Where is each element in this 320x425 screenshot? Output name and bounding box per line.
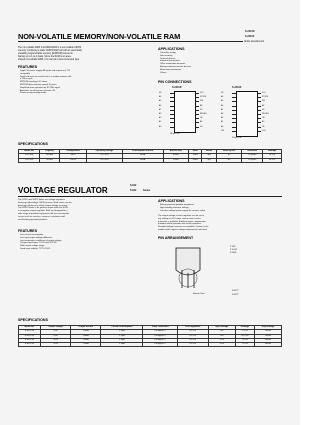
regulator-spec-table bbox=[18, 325, 282, 347]
application-item: Others bbox=[160, 71, 167, 74]
application-item: Data memory bbox=[160, 54, 173, 57]
table-cell: S-2210R bbox=[19, 154, 40, 158]
desc-line: Standard voltage versions are available. Contact us for bbox=[158, 226, 209, 229]
pin-connections-heading: PIN CONNECTIONS bbox=[158, 80, 192, 84]
table-header-cell: Temp. coefficient bbox=[143, 326, 177, 330]
pin-stub bbox=[170, 122, 174, 123]
regulator-applications-list bbox=[160, 204, 285, 212]
pin-stub bbox=[170, 127, 174, 128]
table-cell: SOT-89 bbox=[235, 334, 254, 338]
pin-label: WE bbox=[200, 100, 203, 103]
table-cell: ±100ppm/°C bbox=[143, 334, 177, 338]
pin-stub bbox=[257, 131, 261, 132]
table-cell: 0.1%/V bbox=[177, 334, 208, 338]
pin-stub bbox=[170, 106, 174, 107]
table-cell: 5.0V bbox=[40, 334, 70, 338]
pin-stub bbox=[195, 101, 199, 102]
table-cell: -16V bbox=[208, 343, 235, 347]
package-body-outline bbox=[176, 248, 200, 275]
pin-stub bbox=[257, 106, 261, 107]
regulator-desc-right bbox=[158, 215, 284, 232]
pin-stub bbox=[232, 118, 236, 119]
bottom-view-label: Bottom View bbox=[193, 293, 205, 295]
chip-b-package: 20-pin DIP bbox=[232, 137, 242, 139]
table-header-cell: Package bbox=[263, 150, 282, 154]
pin-label: I/O4 bbox=[262, 129, 266, 132]
pin-stub bbox=[170, 110, 174, 111]
application-item: Controller setting bbox=[160, 52, 176, 54]
pin-stub bbox=[257, 127, 261, 128]
table-cell: 5V ±10% bbox=[87, 158, 122, 162]
feature-item: Compact packages: TO-92 and SOT-89 bbox=[20, 242, 57, 245]
table-header-cell: Input voltage bbox=[208, 326, 235, 330]
table-cell: 1.5μA bbox=[101, 343, 143, 347]
pin-stub bbox=[257, 97, 261, 98]
pin-label: VCC bbox=[200, 92, 204, 94]
feature-item: E²PROM rewritings 10⁴ times bbox=[20, 81, 48, 84]
regulator-title: VOLTAGE REGULATOR bbox=[18, 186, 108, 195]
pin-stub bbox=[232, 106, 236, 107]
chip-b-label: S-2211R bbox=[232, 86, 242, 89]
table-cell: 64×4 bbox=[59, 154, 87, 158]
memory-spec-table bbox=[18, 149, 282, 163]
table-cell: 16V bbox=[208, 330, 235, 334]
feature-item: E²PROM data retention period 10 years bbox=[20, 83, 57, 86]
table-cell: -5.0V bbox=[40, 343, 70, 347]
pin-label: NC bbox=[159, 92, 162, 94]
pin-label: A2 bbox=[221, 117, 224, 120]
table-cell: 50mA bbox=[122, 154, 163, 158]
table-cell: S-822C50 bbox=[19, 343, 41, 347]
pin-stub bbox=[170, 101, 174, 102]
package-label-a: S-812** bbox=[232, 290, 240, 292]
pin-stub bbox=[195, 122, 199, 123]
table-cell: 10⁴ bbox=[216, 158, 241, 162]
pin-label: A4 bbox=[159, 96, 162, 99]
package-label-b: S-822** bbox=[232, 294, 240, 296]
table-cell: 200mV bbox=[255, 338, 282, 342]
pin-label: NC bbox=[200, 108, 203, 111]
table-cell: 256 bits bbox=[40, 154, 59, 158]
intro-line: memory combining a static CMOS RAM cell with an electrically bbox=[18, 50, 82, 52]
table-cell: 256×4 bbox=[59, 158, 87, 162]
table-header-cell: Operating voltage bbox=[87, 150, 122, 154]
regulator-part-b: S-822 bbox=[130, 189, 137, 192]
table-header-cell: Configuration bbox=[59, 150, 87, 154]
pin-label: STORE bbox=[200, 96, 207, 99]
pin-stub bbox=[232, 127, 236, 128]
regulator-desc-left bbox=[18, 199, 148, 221]
desc-line: protection is available. A built-in phase compensator bbox=[158, 220, 206, 223]
pin-label: A1 bbox=[159, 121, 162, 124]
table-cell: 250ns bbox=[163, 158, 188, 162]
specifications-heading: SPECIFICATIONS bbox=[18, 142, 48, 146]
table-header-cell: Current consumption bbox=[101, 326, 143, 330]
intro-line: erasable programmable memory (E²PROM) cell as its bbox=[18, 53, 73, 55]
table-cell: -3.0V bbox=[40, 338, 70, 342]
application-item: Battery maintenance-free devices bbox=[160, 65, 191, 68]
table-header-cell: Package bbox=[235, 326, 254, 330]
regulator-part-a: S-812 bbox=[130, 184, 137, 187]
table-cell: 25mA bbox=[71, 330, 101, 334]
table-header-cell: Consumption current bbox=[122, 150, 163, 154]
pin-stub bbox=[195, 93, 199, 94]
pin-stub bbox=[170, 93, 174, 94]
table-row bbox=[19, 343, 282, 347]
pin-label: A6 bbox=[159, 104, 162, 107]
table-cell: 10ms bbox=[188, 154, 201, 158]
pin-label: WE bbox=[262, 100, 265, 103]
desc-line: current such as watches, cameras, calculators and bbox=[18, 215, 65, 218]
pin-label: NC bbox=[221, 92, 224, 94]
pin-label: A7 bbox=[159, 108, 162, 111]
feature-item: Power-saving standby mode bbox=[20, 92, 47, 95]
table-header-cell: Store cycles bbox=[216, 150, 241, 154]
pin-item: 3 GND bbox=[230, 251, 237, 254]
table-cell: 25mA bbox=[71, 343, 101, 347]
feature-item: Good input stability: TYP 0.1%/V bbox=[20, 247, 51, 250]
table-header-cell: Retention bbox=[242, 150, 263, 154]
table-cell: ±100ppm/°C bbox=[143, 330, 177, 334]
pin-label: RECALL bbox=[262, 113, 269, 115]
regulator-series-label: Series bbox=[143, 189, 151, 192]
pin-label: STORE bbox=[262, 96, 269, 99]
pin-label: A3 bbox=[159, 113, 162, 115]
intro-line: backup on a 1-to-1 basis. Since the RAM is an area- bbox=[18, 56, 72, 58]
table-cell: TO-92 bbox=[235, 338, 254, 342]
pin-item: 2 VOUT bbox=[230, 248, 238, 251]
pin-list bbox=[230, 246, 238, 254]
applications-heading: APPLICATIONS bbox=[158, 47, 185, 51]
applications-list bbox=[160, 52, 285, 74]
pin-label: A9 bbox=[262, 121, 265, 124]
pin-stub bbox=[257, 101, 261, 102]
application-item: High-stability reference voltage bbox=[160, 206, 189, 209]
feature-item: Low temperature coefficient of output voltage bbox=[20, 239, 62, 242]
table-cell: 0.1%/V bbox=[177, 343, 208, 347]
memory-part-a: S-2210R bbox=[245, 30, 255, 33]
feature-item: Simplified store operation by STORE signal bbox=[20, 86, 60, 89]
pin-stub bbox=[170, 118, 174, 119]
application-item: Terminal devices bbox=[160, 57, 176, 60]
table-row bbox=[19, 158, 282, 162]
regulator-rule bbox=[18, 196, 282, 197]
table-cell: 20 DIP bbox=[263, 158, 282, 162]
pin-stub bbox=[257, 118, 261, 119]
pin-stub bbox=[195, 127, 199, 128]
pin-label: RECALL bbox=[200, 113, 207, 115]
regulator-features-heading: FEATURES bbox=[18, 229, 38, 233]
feature-item: compatible bbox=[20, 72, 31, 75]
feature-item: Read and write are carried out in a random manner with bbox=[20, 75, 72, 78]
feature-item: Single 5V power supply. All inputs and outputs are TTL bbox=[20, 70, 71, 72]
table-cell: 1.5μA bbox=[101, 334, 143, 338]
desc-line: The S-812 Series is for positive output while the S-822 bbox=[18, 207, 69, 210]
pin-label: CE bbox=[262, 125, 265, 128]
pin-stub bbox=[232, 110, 236, 111]
pin-label: NC bbox=[262, 108, 265, 111]
table-cell: 0.1%/V bbox=[177, 330, 208, 334]
pin-label: OE bbox=[262, 117, 265, 120]
development-note: Under development bbox=[244, 41, 265, 43]
desc-line: featuring high-voltage CMOS process. Both series use the bbox=[18, 201, 72, 204]
pin-label: A6 bbox=[221, 104, 224, 107]
application-item: Measuring instruments bbox=[160, 68, 182, 71]
table-header-cell: Capacity bbox=[40, 150, 59, 154]
pin-label: A5 bbox=[159, 100, 162, 103]
pin-stub bbox=[257, 110, 261, 111]
table-cell: 20mA bbox=[71, 338, 101, 342]
pin-stub bbox=[257, 93, 261, 94]
pin-label: A5 bbox=[221, 100, 224, 103]
pin-label: A0 bbox=[159, 125, 162, 128]
table-cell: 5μs bbox=[202, 158, 217, 162]
memory-part-b: S-2211R bbox=[245, 35, 255, 38]
table-cell: TO-92 bbox=[235, 343, 254, 347]
table-cell: 18 DIP bbox=[263, 154, 282, 158]
pin-stub bbox=[195, 110, 199, 111]
pin-label: CE bbox=[200, 125, 203, 128]
pin-stub bbox=[195, 114, 199, 115]
table-header-cell: Model No. bbox=[19, 326, 41, 330]
application-item: Industrial instruments bbox=[160, 60, 180, 63]
pin-stub bbox=[232, 101, 236, 102]
title-rule bbox=[18, 41, 243, 42]
pin-item: 1 VIN bbox=[230, 246, 236, 248]
pin-stub bbox=[195, 118, 199, 119]
pin-label: A9 bbox=[200, 121, 203, 124]
regulator-features-list bbox=[20, 234, 145, 251]
pin-label: A3 bbox=[221, 113, 224, 115]
pin-label: A1 bbox=[221, 121, 224, 124]
table-cell: TO-92 bbox=[235, 330, 254, 334]
intro-line: The non-volatile RAM S-2210R/2211R is a non-volatile CMOS bbox=[18, 47, 82, 49]
application-item: Constant voltage power supply for camera, video bbox=[160, 209, 206, 212]
table-cell: 10⁴ bbox=[216, 154, 241, 158]
table-cell: 0.1%/V bbox=[177, 338, 208, 342]
table-cell: S-822C30 bbox=[19, 338, 41, 342]
to92-package-drawing bbox=[160, 242, 222, 292]
regulator-applications-heading: APPLICATIONS bbox=[158, 199, 185, 203]
feature-item: Wide output voltage range bbox=[20, 245, 45, 248]
application-item: Office automation terminals bbox=[160, 63, 186, 66]
table-header-cell: Access time bbox=[163, 150, 188, 154]
table-cell: 150mV bbox=[255, 334, 282, 338]
pin-label: OE bbox=[200, 117, 203, 120]
pin-stub bbox=[257, 122, 261, 123]
pin-label: VCC bbox=[262, 92, 266, 94]
pin-stub bbox=[232, 93, 236, 94]
desc-line: The S-812 and S-822 Series are voltage regulators bbox=[18, 199, 66, 201]
intro-line: shared non-volatile RAM, it is used as a bus-connected type. bbox=[18, 59, 80, 61]
pin-stub bbox=[232, 97, 236, 98]
pin-label: A4 bbox=[221, 96, 224, 99]
pin-label: A8 bbox=[200, 104, 203, 107]
table-header-cell: Output voltage bbox=[40, 326, 70, 330]
table-cell: 10 years bbox=[242, 158, 263, 162]
desc-line: small battery-operated products. bbox=[18, 218, 48, 221]
table-cell: 1K bits bbox=[40, 158, 59, 162]
table-header-cell: Store bbox=[188, 150, 201, 154]
desc-line: models which require voltage requirements not listed. bbox=[158, 228, 208, 231]
pin-label: I/O1 bbox=[221, 129, 225, 132]
memory-title: NON-VOLATILE MEMORY/NON-VOLATILE RAM bbox=[18, 32, 181, 41]
pin-label: A7 bbox=[221, 108, 224, 111]
pin-stub bbox=[232, 122, 236, 123]
table-cell: 30mA bbox=[71, 334, 101, 338]
pin-stub bbox=[195, 106, 199, 107]
table-cell: 200mV bbox=[255, 343, 282, 347]
chip-a-package: 18-pin DIP bbox=[170, 133, 180, 135]
table-cell: 10 years bbox=[242, 154, 263, 158]
desc-line: wide range of portable equipment with low consumption bbox=[18, 212, 70, 215]
desc-line: The output voltage of each regulator can be set to bbox=[158, 215, 204, 217]
pin-stub bbox=[257, 114, 261, 115]
table-cell: S-812C30 bbox=[19, 330, 41, 334]
features-heading: FEATURES bbox=[18, 65, 38, 69]
table-cell: -16V bbox=[208, 338, 235, 342]
desc-line: band gap reference to obtain output voltage accuracy. bbox=[18, 204, 68, 207]
table-cell: 1.5μA bbox=[101, 330, 143, 334]
table-cell: 5V ±10% bbox=[87, 154, 122, 158]
memory-intro bbox=[18, 47, 146, 62]
application-item: Battery-powered portable equipment bbox=[160, 204, 194, 206]
feature-item: Automatic recall function at power ON bbox=[20, 89, 55, 92]
pin-label: A8 bbox=[262, 104, 265, 107]
chip-b-body bbox=[236, 91, 258, 137]
pin-stub bbox=[170, 97, 174, 98]
pin-arrangement-heading: PIN ARRANGEMENT bbox=[158, 236, 194, 240]
desc-line: any voltage in 0.1V steps, and an over-current bbox=[158, 217, 201, 220]
table-cell: 130mV bbox=[255, 330, 282, 334]
desc-line: provides stable operation with small capacitors. bbox=[158, 223, 202, 226]
feature-item: a 120ns cycle bbox=[20, 78, 33, 81]
feature-item: Low input-output voltage difference bbox=[20, 236, 53, 239]
table-cell: 10ms bbox=[188, 158, 201, 162]
table-cell: 300ns bbox=[163, 154, 188, 158]
table-cell: S-812C50 bbox=[19, 334, 41, 338]
table-header-cell: Recall bbox=[202, 150, 217, 154]
table-cell: ±100ppm/°C bbox=[143, 338, 177, 342]
chip-a-body bbox=[174, 91, 196, 133]
table-cell: ±100ppm/°C bbox=[143, 343, 177, 347]
features-list bbox=[20, 70, 145, 95]
table-cell: 16V bbox=[208, 334, 235, 338]
chip-a-label: S-2210R bbox=[172, 86, 182, 89]
table-cell: 50mA bbox=[122, 158, 163, 162]
pin-stub bbox=[232, 131, 236, 132]
pin-stub bbox=[195, 97, 199, 98]
table-header-cell: Output current bbox=[71, 326, 101, 330]
table-header-cell: Drop voltage bbox=[255, 326, 282, 330]
feature-item: Low current consumption bbox=[20, 234, 44, 236]
regulator-specifications-heading: SPECIFICATIONS bbox=[18, 318, 48, 322]
table-header-cell: Model No. bbox=[19, 150, 40, 154]
pin-stub bbox=[232, 114, 236, 115]
desc-line: is a negative output regulator. Both are designed for a bbox=[18, 210, 68, 213]
table-cell: 3.0V bbox=[40, 330, 70, 334]
table-cell: S-2211R bbox=[19, 158, 40, 162]
pin-stub bbox=[170, 114, 174, 115]
table-cell: 5μs bbox=[202, 154, 217, 158]
pin-label: A0 bbox=[221, 125, 224, 128]
table-cell: 1.5μA bbox=[101, 338, 143, 342]
pin-label: A2 bbox=[159, 117, 162, 120]
table-header-cell: Line regulation bbox=[177, 326, 208, 330]
